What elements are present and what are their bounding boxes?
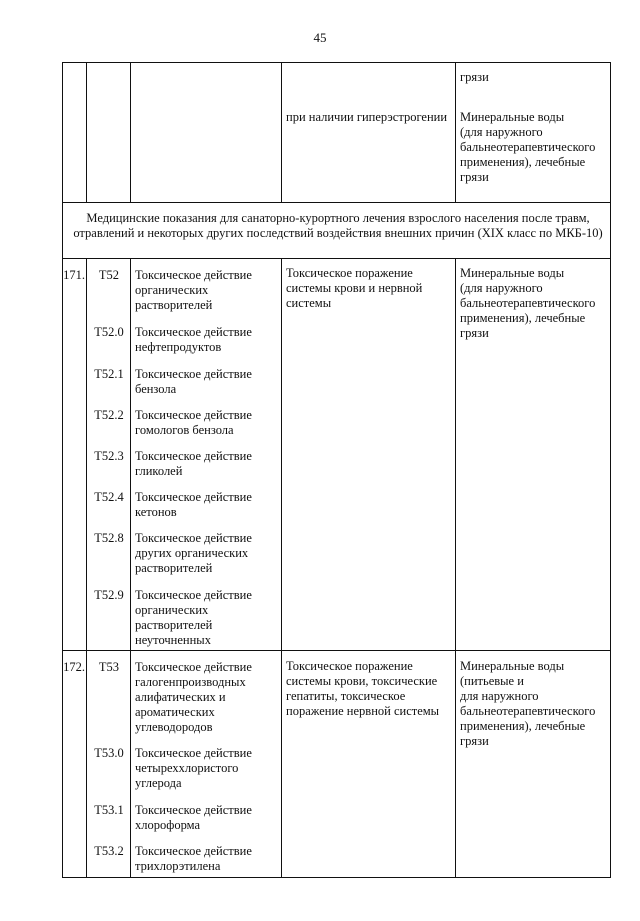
row-divider: [62, 202, 611, 203]
icd-code: T52.9: [94, 588, 124, 602]
table-top-border: [62, 62, 611, 63]
diagnosis-name: Токсическое действие нефтепродуктов: [135, 325, 252, 354]
column-divider: [86, 62, 87, 202]
icd-code: T52.0: [94, 325, 124, 339]
disease-text: Токсическое поражение системы крови и нервной системы: [286, 266, 423, 310]
remedy-text: Минеральные воды (для наружного бальнеотерапевтического применения), лечебные грязи: [460, 266, 596, 340]
column-divider: [130, 62, 131, 202]
icd-code: T53.0: [94, 746, 124, 760]
diagnosis-name: Токсическое действие хлороформа: [135, 803, 252, 832]
diagnosis-name: Токсическое действие галогенпроизводных алифатических и ароматических углеводородов: [135, 660, 252, 734]
row-number: 172.: [63, 660, 85, 674]
column-divider: [455, 62, 456, 202]
row-number: 171.: [63, 268, 85, 282]
icd-code: T52: [98, 268, 120, 282]
row-divider: [62, 650, 611, 651]
column-divider: [86, 258, 87, 878]
icd-code: T53.2: [94, 844, 124, 858]
diagnosis-name: Токсическое действие бензола: [135, 367, 252, 396]
diagnosis-name: Токсическое действие гликолей: [135, 449, 252, 478]
table-bottom-border: [62, 877, 611, 878]
icd-code: T52.1: [94, 367, 124, 381]
continued-remedy-line: грязи: [460, 70, 489, 84]
diagnosis-name: Токсическое действие трихлорэтилена: [135, 844, 252, 873]
row-divider: [62, 258, 611, 259]
icd-code: T52.4: [94, 490, 124, 504]
disease-text: Токсическое поражение системы крови, токсические гепатиты, токсическое поражение нервной системы: [286, 659, 440, 718]
diagnosis-name: Токсическое действие органических растворителей: [135, 268, 252, 312]
remedy-text: Минеральные воды (для наружного бальнеотерапевтического применения), лечебные грязи: [460, 110, 596, 184]
diagnosis-name: Токсическое действие органических растворителей неуточненных: [135, 588, 252, 647]
icd-code: T53.1: [94, 803, 124, 817]
icd-code: T52.2: [94, 408, 124, 422]
icd-code: T53: [98, 660, 120, 674]
diagnosis-name: Токсическое действие гомологов бензола: [135, 408, 252, 437]
diagnosis-name: Токсическое действие четыреххлористого углерода: [135, 746, 252, 790]
remedy-text: Минеральные воды (питьевые и для наружного бальнеотерапевтического применения), лечебные грязи: [460, 659, 596, 748]
column-divider: [281, 62, 282, 202]
column-divider: [281, 258, 282, 878]
column-divider: [455, 258, 456, 878]
column-divider: [130, 258, 131, 878]
diagnosis-name: Токсическое действие других органических растворителей: [135, 531, 252, 575]
page-number: 45: [313, 30, 327, 45]
icd-code: T52.3: [94, 449, 124, 463]
section-title: Медицинские показания для санаторно-курортного лечения взрослого населения после травм, отравлений и некоторых других последствий воздействия внешних причин (XIX класс по МКБ-10): [73, 211, 603, 240]
table-left-border: [62, 62, 63, 878]
icd-code: T52.8: [94, 531, 124, 545]
condition-text: при наличии гиперэстрогении: [286, 110, 448, 124]
diagnosis-name: Токсическое действие кетонов: [135, 490, 252, 519]
